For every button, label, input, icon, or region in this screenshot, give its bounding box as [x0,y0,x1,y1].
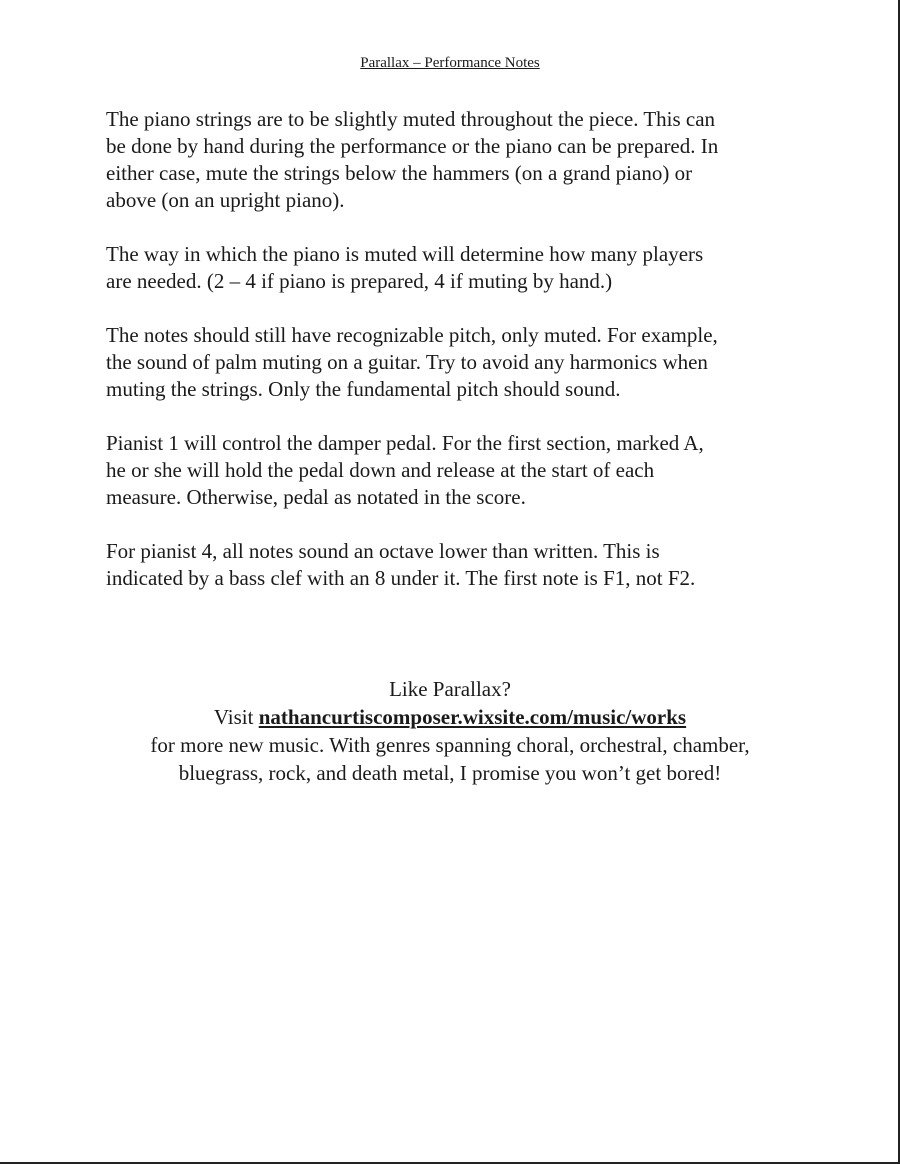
promo-section [0,675,900,787]
note-paragraph-muting [106,106,826,214]
promo-visit-prefix: Visit [213,705,259,729]
document-title: Parallax – Performance Notes [360,55,540,71]
text-line: be done by hand during the performance or the piano can be prepared. In [106,134,719,158]
text-line: measure. Otherwise, pedal as notated in the score. [106,485,526,509]
text-line: For pianist 4, all notes sound an octave lower than written. This is [106,539,660,563]
promo-heading: Like Parallax? [389,677,511,701]
performance-notes-body [106,106,826,619]
text-line: The piano strings are to be slightly muted throughout the piece. This can [106,107,716,131]
text-line: muting the strings. Only the fundamental pitch should sound. [106,377,621,401]
text-line: The way in which the piano is muted will determine how many players [106,242,704,266]
text-line: above (on an upright piano). [106,188,345,212]
note-paragraph-players [106,241,826,295]
text-line: are needed. (2 – 4 if piano is prepared, 4 if muting by hand.) [106,269,613,293]
promo-text-line: for more new music. With genres spanning choral, orchestral, chamber, [150,733,750,757]
note-paragraph-pedal [106,430,826,511]
text-line: he or she will hold the pedal down and release at the start of each [106,458,655,482]
note-paragraph-octave [106,538,826,592]
text-line: either case, mute the strings below the hammers (on a grand piano) or [106,161,693,185]
promo-visit-line [0,703,900,731]
website-link[interactable]: nathancurtiscomposer.wixsite.com/music/works [258,705,687,729]
text-line: the sound of palm muting on a guitar. Try to avoid any harmonics when [106,350,708,374]
promo-text-line: bluegrass, rock, and death metal, I promise you won’t get bored! [178,761,722,785]
note-paragraph-pitch [106,322,826,403]
text-line: Pianist 1 will control the damper pedal. For the first section, marked A, [106,431,704,455]
text-line: indicated by a bass clef with an 8 under it. The first note is F1, not F2. [106,566,696,590]
text-line: The notes should still have recognizable pitch, only muted. For example, [106,323,718,347]
